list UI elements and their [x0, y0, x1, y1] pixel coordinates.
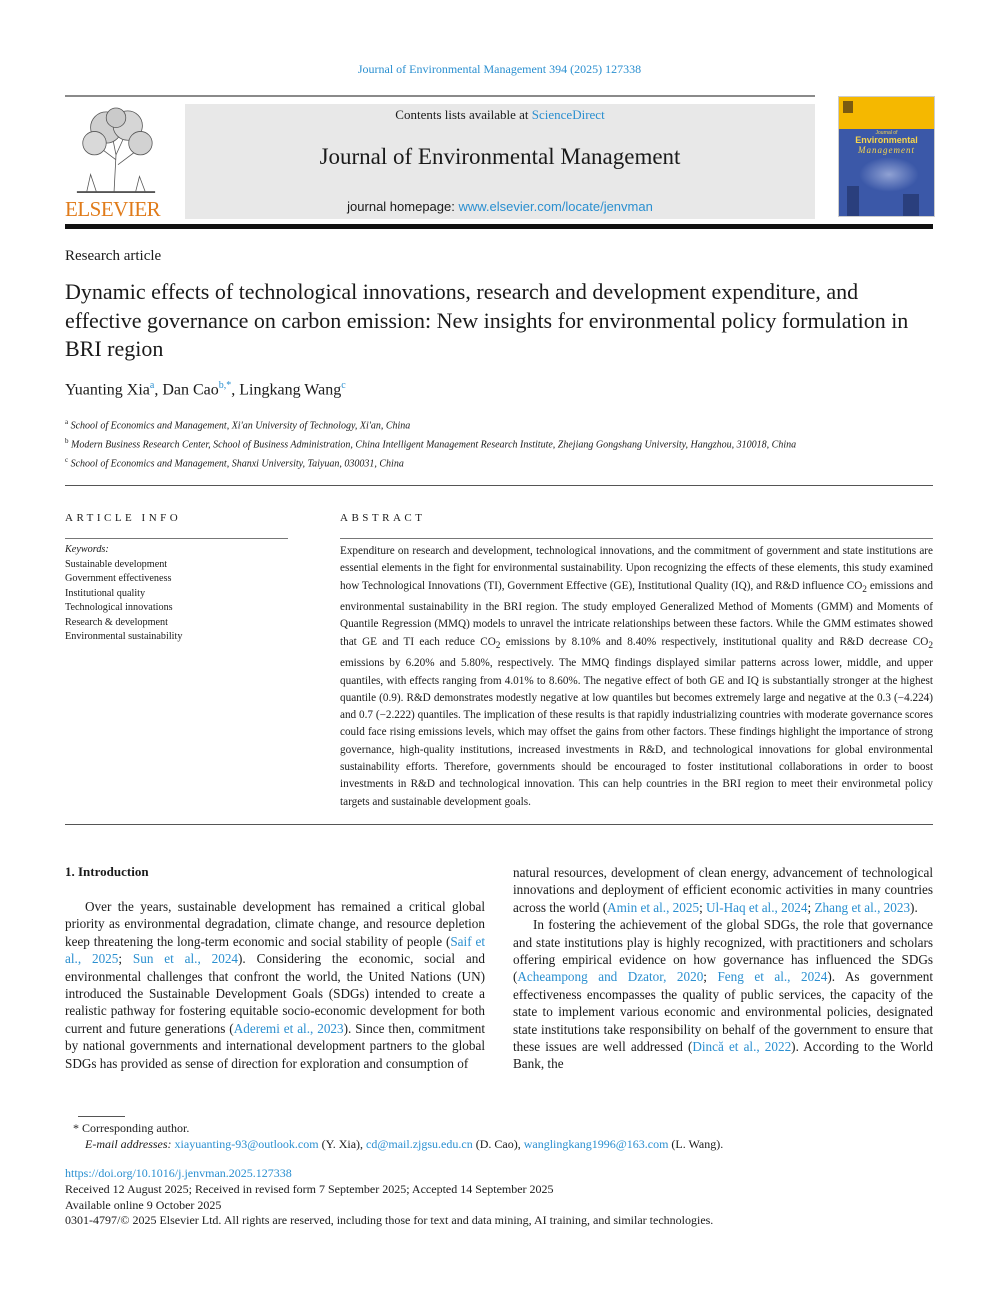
running-head[interactable]: Journal of Environmental Management 394 (2025) 127338	[357, 62, 642, 76]
keyword-item: Institutional quality	[65, 587, 146, 599]
footnote-rule	[78, 1116, 125, 1117]
keyword-item: Technological innovations	[65, 602, 173, 613]
cover-building-graphic	[847, 186, 859, 216]
homepage-link[interactable]: www.elsevier.com/locate/jenvman	[458, 199, 653, 214]
intro-paragraph-continued: natural resources, development of clean energy, advancement of technological innovations and deployment of efficient economic activities in many countries across the world (Amin et al., 2025; Ul-Haq et al., 2024; Zhang et al., 2023).	[513, 865, 933, 915]
affiliations	[65, 415, 933, 471]
article-type: Research article	[65, 248, 162, 264]
journal-homepage: journal homepage: www.elsevier.com/locate/jenvman	[347, 199, 653, 214]
journal-title: Journal of Environmental Management	[319, 144, 681, 169]
journal-banner	[185, 104, 815, 219]
affiliation-item: $^a$ School of Economics and Management, Xi'an University of Technology, Xi'an, China	[65, 418, 411, 432]
citation-link[interactable]: Aderemi et al., 2023	[233, 1020, 344, 1036]
citation-link[interactable]: Acheampong and Dzator, 2020	[517, 969, 704, 985]
article-info-rule	[65, 538, 288, 539]
doi-link[interactable]: https://doi.org/10.1016/j.jenvman.2025.127338	[65, 1166, 292, 1180]
keywords-label: Keywords:	[65, 544, 109, 555]
citation-link[interactable]: Dincă et al., 2022	[692, 1039, 792, 1055]
received-dates: Received 12 August 2025; Received in revised form 7 September 2025; Accepted 14 September 2025	[65, 1182, 554, 1196]
intro-paragraph-2: In fostering the achievement of the global SDGs, the role that governance and state institutions play is highly recognized, with practitioners and scholars offering empirical evidence on how governance has influenced the SDGs (Acheampong and Dzator, 2020; Feng et al., 2024). As government effectiveness encompasses the quality of public services, the capacity of the state to implement various economic and environmental policies, designated state institutions take responsibility on behalf of the government to ensure that these issues are well addressed (Dincă et al., 2022). According to the World Bank, the	[513, 917, 933, 1072]
intro-paragraph-left: Over the years, sustainable development has remained a critical global priority as environmental degradation, climate change, and resource depletion keep threatening the long-term economic and social stability of people (Saif et al., 2025; Sun et al., 2024). Considering the economic, social and environmental challenges that confront the world, the United Nations (UN) introduced the Sustainable Development Goals (SDGs) intended to create a realistic pathway for fostering equitable socio-economic development for both current and future generations (Aderemi et al., 2023). Since then, commitment by national governments and international development partners to the global SDGs has provided as sense of direction for exploration and consumption of	[65, 899, 485, 1071]
abstract-text: Expenditure on research and development, technological innovations, and the commitment of government and state institutions are essential elements in the fight for environmental sustainability. Upon recognizing the effects of these elements, this study examined how Technological Innovations (TI), Government Effective (GE), Institutional Quality (IQ), and R&D influence $CO_2$ emissions and environmental sustainability in the BRI region. The study employed Generalized Method of Moments (GMM) and Moments of Quantile Regression (MMQ) models to unravel the intricate relationships between these factors. While the GMM estimates showed that GE and TI each reduce $CO_2$ emissions by 8.10% and 8.40% respectively, institutional quality and R&D decrease $CO_2$ emissions by 6.20% and 5.80%, respectively. The MMQ findings displayed similar patterns across lower, middle, and upper quantiles, with effects ranging from 4.01% to 8.60%. The negative effect of both GE and IQ is substantially stronger at the highest quantile (0.9). R&D demonstrates modestly negative at low quantiles but becomes extremely large and negative at the 0.3 (−4.224) and 0.7 (−2.222) quantiles. The implication of these results is that rapidly industrializing countries with moderate governance scores could face rising emissions levels, which may offset the gains from other factors. These findings highlight the importance of strong governance, high-quality institutions, increased investments in R&D, and technological innovations for global environmental sustainability efforts. Therefore, governments should be encouraged to foster institutional collaborations in order to boost investments in R&D and technological innovation. This can help countries in the BRI region to meet their environmetal policy targets and sustainable development goals.	[340, 545, 933, 808]
available-online: Available online 9 October 2025	[65, 1197, 222, 1212]
email-link[interactable]: wanglingkang1996@163.com	[523, 1137, 669, 1151]
author-name: Dan Cao	[162, 381, 219, 399]
elsevier-logo[interactable]	[65, 104, 180, 219]
affiliation-item: $^b$ Modern Business Research Center, School of Business Administration, China Intelligent Management Research Institute, Zhejiang Gongshang University, Hangzhou, 310018, China	[65, 436, 797, 451]
keyword-item: Environmental sustainability	[65, 631, 183, 642]
intro-column-right	[513, 864, 933, 1073]
cover-text-line2: Environmental	[855, 135, 918, 145]
cover-elsevier-icon	[843, 101, 853, 113]
affiliation-link[interactable]: a	[149, 380, 155, 391]
citation-link[interactable]: Sun et al., 2024	[132, 951, 239, 967]
section-divider	[65, 485, 933, 486]
cover-text-line3: Management	[858, 145, 915, 155]
header-thick-rule	[65, 224, 933, 229]
keyword-item: Government effectiveness	[65, 573, 172, 584]
email-addresses: E-mail addresses: xiayuanting-93@outlook.com (Y. Xia), cd@mail.zjgsu.edu.cn (D. Cao), wanglingkang1996@163.com (L. Wang).	[85, 1137, 724, 1151]
journal-cover-image[interactable]	[838, 96, 935, 217]
article-info-heading: ARTICLE INFO	[65, 512, 182, 524]
copyright-notice: 0301-4797/© 2025 Elsevier Ltd. All rights are reserved, including those for text and data mining, AI training, and similar technologies.	[65, 1213, 714, 1227]
cover-building-graphic	[903, 194, 919, 216]
citation-link[interactable]: Zhang et al., 2023	[814, 899, 911, 915]
section-divider	[65, 824, 933, 825]
introduction-heading: 1. Introduction	[65, 864, 149, 879]
citation-link[interactable]: Amin et al., 2025	[607, 899, 700, 915]
email-link[interactable]: xiayuanting-93@outlook.com	[174, 1137, 319, 1151]
citation-link[interactable]: Ul-Haq et al., 2024	[706, 899, 808, 915]
contents-line: Contents lists available at ScienceDirect	[395, 107, 605, 122]
author-name: Yuanting Xia	[65, 381, 150, 399]
affiliation-link[interactable]: c	[341, 380, 346, 391]
abstract-rule	[340, 538, 933, 539]
publication-history	[65, 1182, 713, 1229]
article-title: Dynamic effects of technological innovations, research and development expenditure, and effective governance on carbon emission: New insights for environmental policy formulation in BRI region	[65, 279, 909, 361]
author-list: Yuanting Xia$^a$, Dan Cao$^{b,*}$, Lingkang Wang$^c$	[65, 380, 346, 399]
cover-text-line1: Journal of	[875, 130, 898, 136]
corresponding-author-note: * Corresponding author.	[73, 1121, 190, 1135]
elsevier-wordmark: ELSEVIER	[65, 197, 161, 221]
citation-link[interactable]: Feng et al., 2024	[717, 969, 828, 985]
keyword-item: Sustainable development	[65, 558, 168, 570]
abstract-heading: ABSTRACT	[340, 512, 426, 524]
cover-smoke-graphic	[859, 157, 919, 192]
citation-link[interactable]: Saif et al., 2025	[65, 933, 485, 967]
header-rule	[65, 95, 815, 97]
sciencedirect-link[interactable]: ScienceDirect	[531, 107, 605, 122]
keyword-item: Research & development	[65, 616, 168, 628]
elsevier-tree-icon	[67, 106, 165, 194]
email-link[interactable]: cd@mail.zjgsu.edu.cn	[366, 1137, 473, 1151]
affiliation-link[interactable]: b,*	[218, 380, 232, 391]
affiliation-item: $^c$ School of Economics and Management, Shanxi University, Taiyuan, 030031, China	[65, 455, 404, 469]
author-name: Lingkang Wang	[239, 381, 342, 399]
keywords-list	[65, 543, 295, 645]
